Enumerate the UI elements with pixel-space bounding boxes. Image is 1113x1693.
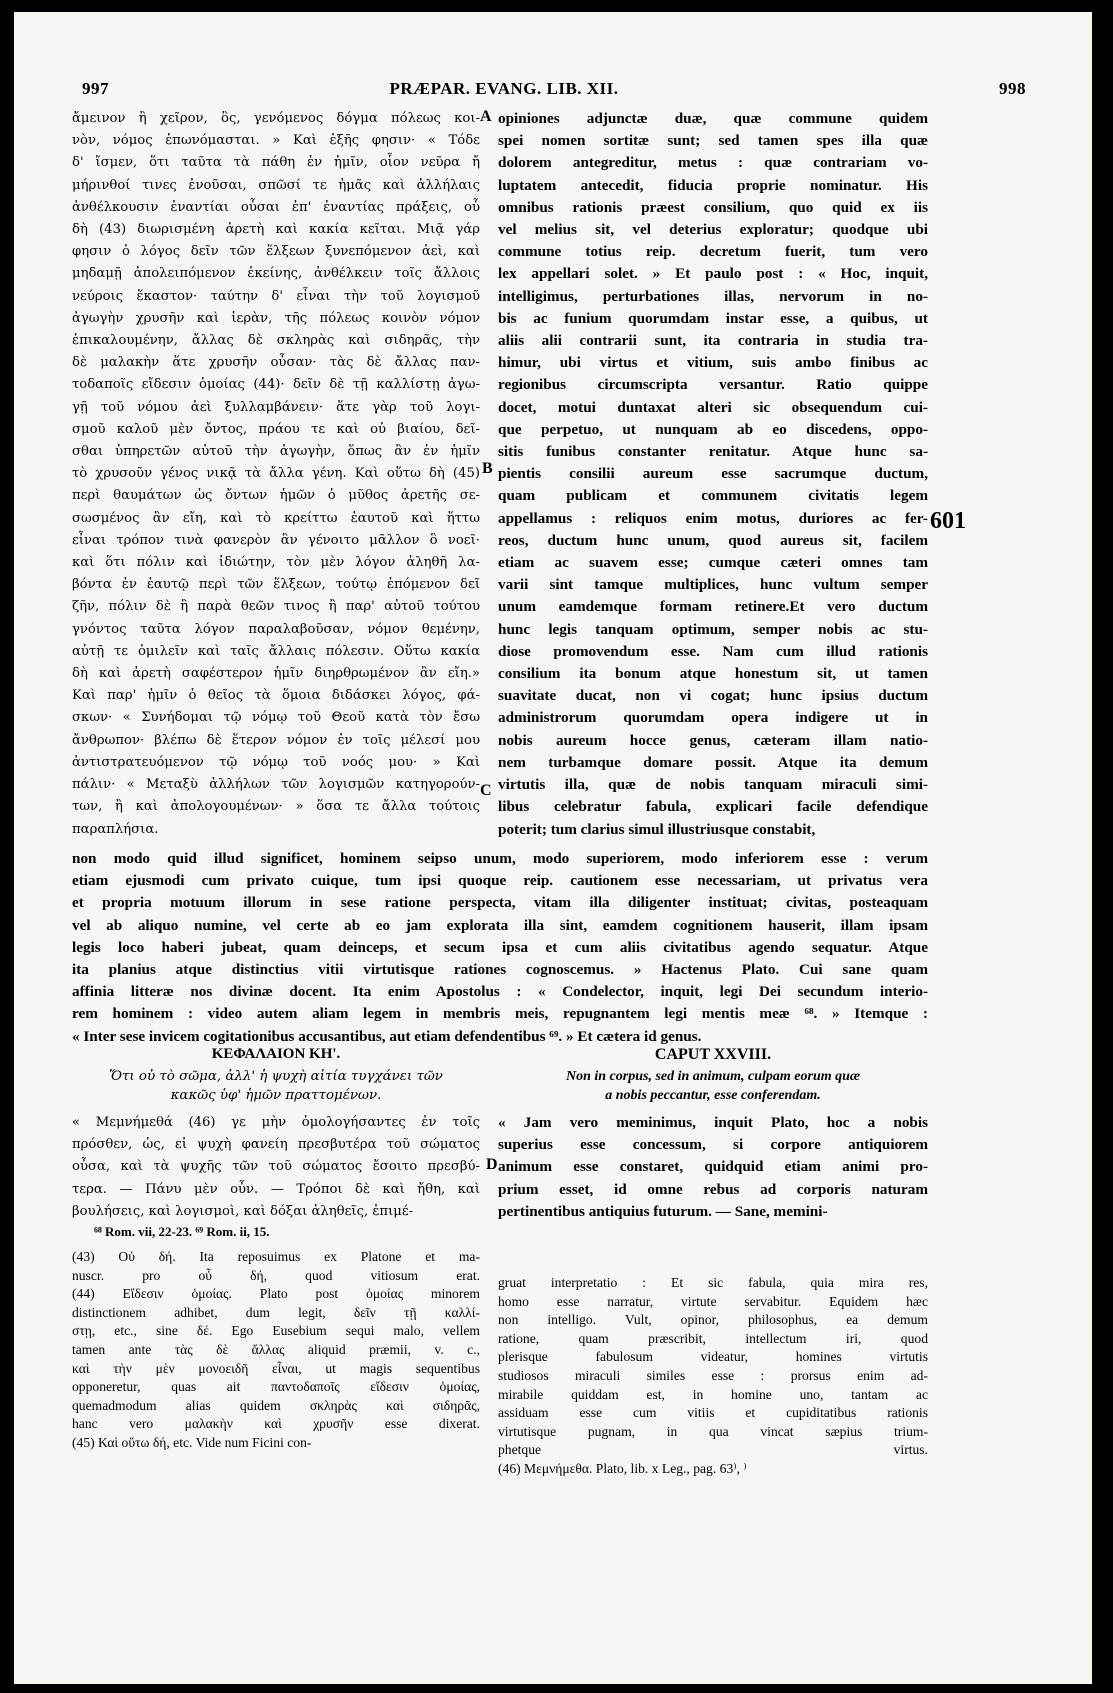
footnote-line: phetque virtus.	[498, 1442, 928, 1458]
page-number-right: 998	[999, 79, 1026, 98]
footnote-line: στῃ, etc., sine δέ. Ego Eusebium sequi malo, vellem	[72, 1323, 480, 1339]
text-line: himur, ubi virtus et vitium, suis ambo finibus ac	[498, 354, 928, 372]
text-line: consilium ita bonum atque honestum sit, ut tamen	[498, 665, 928, 683]
text-line: intelligimus, perturbationes illas, nervorum in no-	[498, 287, 928, 305]
text-line: νεύροις ἕκαστον· ταύτην δ' εἶναι τὴν τοῦ λογισμοῦ	[72, 288, 480, 304]
footnote-line: opponeretur, quas ait παντοδαποῖς εἴδεσιν ὁμοίας,	[72, 1379, 480, 1395]
text-line: luptatem antecedit, fiducia proprie nominatur. His	[498, 176, 928, 194]
text-line: que perpetuo, ut nunquam ab eo discedens, oppo-	[498, 420, 928, 438]
footnotes-right	[498, 1274, 928, 1479]
latin-text-column	[498, 108, 928, 841]
footnote-line: (45) Καὶ οὕτω δή, etc. Vide num Ficini con-	[72, 1434, 312, 1450]
text-line: diose promovendum esse. Nam cum illud rationis	[498, 642, 928, 660]
text-line: ita planius atque distinctius vitii virtutisque rationes cognoscemus. » Hactenus Plato. Cui sane quam	[72, 961, 928, 979]
greek-chapter-heading: ΚΕΦΑΛΑΙΟΝ ΚΗ'.	[211, 1046, 341, 1062]
footnote-line: plerisque fabulosum videatur, homines virtutis	[498, 1349, 928, 1365]
footnote-line: virtutisque pugnam, in qua vincat sæpius trium-	[498, 1423, 928, 1439]
text-line: « Inter sese invicem cogitationibus accusantibus, aut etiam defendentibus ⁶⁹. » Et cætera id genus.	[72, 1027, 702, 1045]
text-line: vel melius sit, vel deterius exploratur; quodque ubi	[498, 221, 928, 239]
scripture-references: ⁶⁸ Rom. vii, 22-23. ⁶⁹ Rom. ii, 15.	[94, 1224, 270, 1239]
latin-chapter-subtitle-1: Non in corpus, sed in animum, culpam eorum quæ	[565, 1069, 861, 1084]
book-page	[14, 12, 1092, 1684]
footnote-line: distinctionem adhibet, dum legit, δεῖν τῇ καλλί-	[72, 1304, 480, 1320]
text-line: τερα. — Πάνυ μὲν οὖν. — Τρόποι δὲ καὶ ἤθη, καὶ	[72, 1181, 480, 1197]
text-line: sitis funibus constanter renitatur. Atque hunc sa-	[498, 443, 928, 461]
text-line: et propria motuum illorum in sese ratione perspecta, vitam illa diligenter instituat; civitas, posteaquam	[72, 894, 928, 912]
footnote-line: tamen ante τὰς δὲ ἄλλας aliquid præmii, v. c.,	[72, 1341, 480, 1357]
margin-letter-c: C	[480, 782, 492, 799]
footnote-line: (43) Οὐ δή. Ita reposuimus ex Platone et ma-	[72, 1249, 480, 1264]
text-line: αὐτῇ τε ὁμιλεῖν καὶ ταῖς ἄλλαις πόλεσιν. Οὕτω κακία	[72, 643, 480, 659]
text-line: etiam ac suavem esse; cumque cæteri omnes tam	[498, 554, 928, 572]
text-line: animum esse constaret, quidquid etiam animi pro-	[498, 1158, 928, 1176]
text-line: ἀνθέλκουσιν ἐναντίαι οὖσαι ἐπ' ἐναντίας πράξεις, οὗ	[72, 199, 480, 215]
text-line: παραπλήσια.	[72, 821, 159, 837]
text-line: φησιν ὁ λόγος δεῖν τῶν ἕλξεων ξυνεπόμενον ἀεὶ, καὶ	[72, 244, 480, 260]
latin-chapter-heading: CAPUT XXVIII.	[654, 1046, 772, 1063]
text-line: βόντα ἐν ἑαυτῷ περὶ τῶν ἕλξεων, τούτῳ ἑπόμενον δεῖ	[72, 577, 480, 593]
text-line: ἐπικαλουμένην, ἄλλας δὲ σκληρὰς καὶ σιδηρᾶς, τὴν	[72, 333, 480, 349]
greek-chapter-text	[72, 1112, 480, 1223]
text-line: τοδαποῖς εἴδεσιν ὁμοίας (44)· δεῖν δὲ τῇ καλλίστῃ ἀγω-	[72, 377, 480, 393]
margin-letter-b: B	[482, 460, 493, 477]
text-line: reos, ductum hunc unum, quod aureus sit, facilem	[498, 531, 928, 549]
text-line: μηδαμῇ ἀπολειπόμενον ἐκείνης, ἀνθέλκειν τοῖς ἄλλοις	[72, 266, 480, 282]
margin-letter-d: D	[486, 1156, 498, 1173]
text-line: poterit; tum clarius simul illustriusque constabit,	[498, 820, 816, 838]
text-line: unum eamdemque formam retinere.Et vero ductum	[498, 598, 928, 616]
text-line: commune totius reip. decretum fuerit, tum vero	[498, 243, 928, 261]
latin-chapter-text	[498, 1112, 928, 1223]
footnote-line: assiduam esse cum vitiis et cupiditatibus rationis	[498, 1405, 928, 1421]
text-line: περὶ θαυμάτων ὡς ὄντων ἡμῶν ὁ μῦθος ἀρετῆς σε-	[72, 488, 480, 504]
text-line: Καὶ παρ' ἡμῖν ὁ θεῖος τὰ ὅμοια διδάσκει λόγος, φά-	[72, 688, 480, 704]
footnote-line: non intelligo. Vult, opinor, philosophus, ea demum	[498, 1312, 928, 1328]
text-line: τὸ χρυσοῦν γένος νικᾷ τὰ ἄλλα γένη. Καὶ οὕτω δὴ (45)	[72, 466, 480, 482]
text-line: etiam ejusmodi cum privato cuique, tum ipsi quoque reip. cautionem esse necessariam, ut privatus vera	[72, 872, 928, 890]
text-line: pientis consilii aureum esse sacrumque ductum,	[498, 465, 928, 483]
footnote-line: καὶ τὴν μὲν μονοειδῆ εἶναι, ut magis sequentibus	[72, 1360, 480, 1376]
text-line: virtutis illa, quæ de nobis tanquam miraculi simi-	[498, 776, 928, 794]
text-line: δὴ (43) διωρισμένη ἀρετὴ καὶ κακία κεῖται. Μιᾷ γάρ	[72, 222, 480, 238]
text-line: appellamus : reliquos enim motus, duriores ac fer-	[498, 509, 928, 527]
text-line: varii sint tamque multiplices, hunc vultum semper	[498, 576, 928, 594]
footnote-line: homo esse narratur, virtute servabitur. Equidem hæc	[498, 1293, 928, 1309]
running-title: PRÆPAR. EVANG. LIB. XII.	[389, 79, 619, 98]
text-line: βουλήσεις, καὶ λογισμοὶ, καὶ δόξαι ἀληθεῖς, ἐπιμέ-	[72, 1203, 414, 1219]
text-line: σωσμένος ἂν εἴη, καὶ τὸ κρείττω ἑαυτοῦ καὶ ἥττω	[72, 510, 480, 526]
text-line: νὸν, νόμος ἐπωνόμασται. » Καὶ ἑξῆς φησιν· « Τόδε	[72, 133, 480, 149]
text-line: aliis alii contrarii sunt, ita contraria in studia tra-	[498, 332, 928, 350]
text-line: « Μεμνήμεθά (46) γε μὴν ὁμολογήσαντες ἐν τοῖς	[72, 1115, 480, 1130]
footnote-line: hanc vero μαλακὴν καὶ χρυσῆν esse dixerat.	[72, 1416, 480, 1432]
text-line: dolorem antegreditur, metus : quæ contrariam vo-	[498, 154, 928, 172]
text-line: quam publicam et communem civitatis legem	[498, 487, 928, 505]
text-line: hunc legis tanquam optimum, semper nobis ac stu-	[498, 620, 928, 638]
text-line: γνόντος ταῦτα λόγον παραλαβοῦσαν, νόμον θεμένην,	[72, 621, 480, 637]
full-width-paragraph	[72, 848, 928, 1048]
text-line: εἶναι τρόπον τινὰ φανερὸν ἂν γένοιτο μᾶλλον ὃ νοεῖ·	[72, 532, 480, 548]
footnote-line: nuscr. pro οὗ δή, quod vitiosum erat.	[72, 1267, 480, 1283]
footnote-line: (44) Εἴδεσιν ὁμοίας. Plato post ὁμοίας minorem	[72, 1286, 480, 1302]
text-line: superius esse concessum, si corpore antiquiorem	[498, 1136, 928, 1154]
text-line: prium esset, id omne rebus ad corporis naturam	[498, 1180, 928, 1198]
text-line: regionibus circumscripta versantur. Ratio quippe	[498, 376, 928, 394]
text-line: καὶ ὅτι πόλιν καὶ ἰδιώτην, τὸν μὲν λόγον ἀληθῆ λα-	[72, 555, 480, 571]
text-line: vel ab aliquo numine, vel certe ab eo jam explorata illa sint, eamdem cognitionem hauserit, illam ipsam	[72, 916, 928, 934]
text-line: ἄμεινον ἢ χεῖρον, ὃς, γενόμενος δόγμα πόλεως κοι-	[72, 111, 480, 126]
latin-chapter-subtitle-2: a nobis peccantur, esse conferendam.	[605, 1088, 821, 1103]
text-line: administrorum quorumdam opera indigere ut in	[498, 709, 928, 727]
text-line: δ' ἴσμεν, ὅτι ταῦτα τὰ πάθη ἐν ἡμῖν, οἷον νεῦρα ἤ	[72, 155, 480, 171]
text-line: μήρινθοί τινες ἐνοῦσαι, σπῶσί τε ἡμᾶς καὶ ἀλλήλαις	[72, 177, 480, 193]
text-line: πάλιν· « Μεταξὺ ἀλλήλων τῶν λογισμῶν κατηγορούν-	[72, 777, 480, 793]
text-line: nobis aureum hocce genus, cæteram illam natio-	[498, 731, 928, 749]
margin-letter-a: A	[480, 108, 492, 125]
text-line: legis loco haberi jubeat, quam deinceps, et secum ipsa et cum aliis civitatibus agendo sequatur. Atque	[72, 938, 928, 956]
text-line: non modo quid illud significet, hominem seipso unum, modo superiorem, modo inferiorem esse : verum	[72, 850, 928, 867]
greek-chapter-subtitle-2: κακῶς ὑφ' ἡμῶν πραττομένων.	[170, 1088, 382, 1103]
text-line: σθαι ὑπηρετῶν αὐτοῦ τὴν ἀγωγὴν, ὅπως ἂν ἐν ἡμῖν	[72, 444, 480, 460]
text-line: ἀντιστρατευόμενον τῷ νόμῳ τοῦ νοός μου· » Καὶ	[72, 754, 480, 770]
text-line: σκων· « Συνήδομαι τῷ νόμῳ τοῦ Θεοῦ κατὰ τὸν ἔσω	[72, 710, 480, 726]
text-line: pertinentibus antiquius futurum. — Sane, memini-	[498, 1202, 828, 1220]
text-line: rem hominem : video autem aliam legem in membris meis, repugnantem legi mentis meæ ⁶⁸. » Itemque :	[72, 1005, 928, 1023]
text-line: ἀγωγὴν χρυσῆν καὶ ἱερὰν, τῆς πόλεως κοινὸν νόμον	[72, 310, 480, 326]
text-line: πρόσθεν, ὡς, εἰ ψυχὴ φανείη πρεσβυτέρα τοῦ σώματος	[72, 1137, 480, 1153]
text-line: ζῆν, πόλιν δὲ ἢ παρὰ θεῶν τινος ἢ παρ' αὐτοῦ τούτου	[72, 599, 480, 615]
greek-chapter-subtitle-1: Ὅτι οὐ τὸ σῶμα, ἀλλ' ἡ ψυχὴ αἰτία τυγχάνει τῶν	[109, 1069, 443, 1084]
text-line: opiniones adjunctæ duæ, quæ commune quidem	[498, 110, 928, 127]
text-line: δὴ καὶ ἀρετὴ σαφέστερον ἡμῖν διηρθρωμένον ἂν εἴη.»	[72, 666, 480, 682]
text-line: γῇ τοῦ νόμου ἀεὶ ξυλλαμβάνειν· ἅτε γὰρ τοῦ λογι-	[72, 399, 480, 415]
text-line: bis ac funium quorumdam instar esse, a quibus, ut	[498, 309, 928, 327]
footnote-line: quemadmodum alias quidem σκληρὰς καὶ σιδηρᾶς,	[72, 1397, 480, 1413]
text-line: docet, motui duntaxat alteri sic obsequendum cui-	[498, 398, 928, 416]
text-line: libus celebratur fabula, explicari facile defendique	[498, 798, 928, 816]
text-line: omnibus rationis præest consilium, quo quid ex iis	[498, 198, 928, 216]
edition-page-marker: 601	[930, 508, 966, 534]
text-line: nem turbamque domare possit. Atque ita demum	[498, 753, 928, 771]
footnote-line: gruat interpretatio : Et sic fabula, quia mira res,	[498, 1275, 928, 1290]
footnote-line: ratione, quam præscribit, intellectum iri, quod	[498, 1330, 928, 1346]
text-line: spei nomen sortitæ sunt; sed tamen spes illa quæ	[498, 132, 928, 150]
text-line: lex appellari solet. » Et paulo post : « Hoc, inquit,	[498, 265, 928, 283]
text-line: των, ἢ καὶ ἀπολογουμένων· » ὅσα τε ἄλλα τούτοις	[72, 799, 480, 815]
text-line: affinia litteræ nos divinæ docent. Ita enim Apostolus : « Condelector, inquit, legi Dei secundum interio-	[72, 983, 928, 1001]
greek-text-column	[72, 108, 480, 841]
text-line: οὖσα, καὶ τὰ ψυχῆς τῶν τοῦ σώματος ἔσοιτο πρεσβύ-	[72, 1159, 480, 1175]
footnote-line: studiosos miraculi similes esse : prorsus enim ad-	[498, 1367, 928, 1383]
text-line: δὲ μαλακὴν ἅτε χρυσῆν οὖσαν· τὰς δὲ ἄλλας παν-	[72, 355, 480, 371]
text-line: σμοῦ καλοῦ μὲν ὄντος, πράου τε καὶ οὐ βιαίου, δεῖ-	[72, 421, 480, 437]
text-line: suavitate ducat, non vi cogat; hunc ipsius ductum	[498, 687, 928, 705]
page-number-left: 997	[82, 79, 109, 98]
footnotes-left	[72, 1248, 480, 1453]
footnote-line: mirabile quiddam est, in homine uno, tantam ac	[498, 1386, 928, 1402]
footnote-line: (46) Μεμνήμεθα. Plato, lib. x Leg., pag. 63⁾, ⁾	[498, 1460, 747, 1476]
text-line: ἄνθρωπον· βλέπω δὲ ἕτερον νόμον ἐν τοῖς μέλεσί μου	[72, 732, 480, 748]
text-line: « Jam vero meminimus, inquit Plato, hoc a nobis	[498, 1114, 928, 1131]
